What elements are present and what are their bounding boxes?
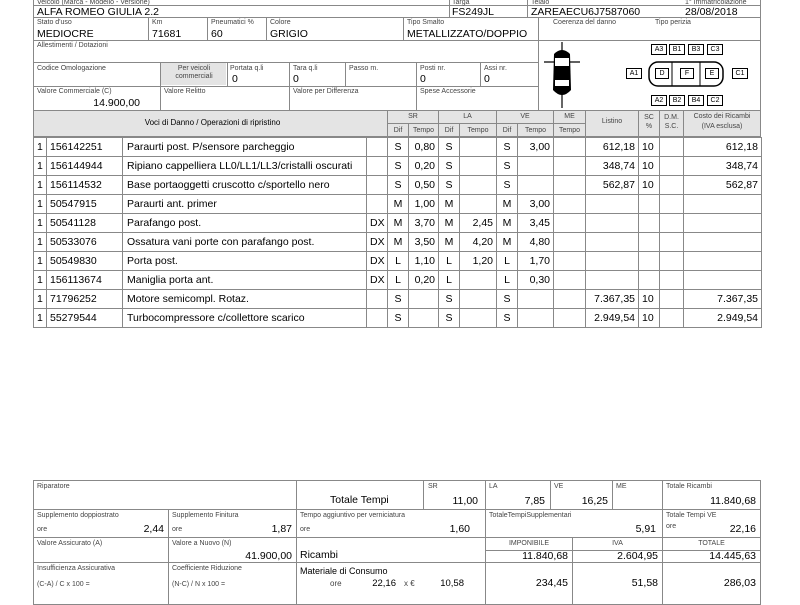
cell-lad: M [439, 195, 460, 214]
cell-vet [518, 290, 554, 309]
cell-vet: 3,00 [518, 195, 554, 214]
parts-total: 11.840,68 [710, 495, 756, 507]
cell-qty: 1 [34, 252, 47, 271]
cell-side: DX [367, 214, 388, 233]
color-label: Colore [270, 19, 291, 26]
zone-tag: E [705, 68, 719, 79]
cell-code: 50547915 [47, 195, 123, 214]
cell-ved: S [497, 138, 518, 157]
homologation-label: Codice Omologazione [37, 65, 106, 72]
consumables-rate: 10,58 [440, 578, 464, 589]
zone-tag: F [680, 68, 694, 79]
cell-lat [460, 157, 497, 176]
zone-tag: D [655, 68, 669, 79]
cell-side [367, 309, 388, 328]
zone-tag: C1 [732, 68, 748, 79]
cell-srd: L [388, 252, 409, 271]
consumables-imponibile: 234,45 [535, 577, 568, 589]
cell-lad: S [439, 157, 460, 176]
ore-label: ore [666, 523, 677, 530]
accessory-label: Spese Accessorie [420, 88, 476, 95]
insufficiency-formula: (C-A) / C x 100 = [37, 581, 90, 588]
cell-met [554, 309, 586, 328]
iva-header: (IVA esclusa) [701, 123, 743, 130]
listino-header: Listino [601, 118, 623, 125]
cell-code: 156142251 [47, 138, 123, 157]
desc-header: Voci di Danno / Operazioni di ripristino [144, 118, 281, 127]
chassis-label: Telaio [531, 0, 550, 6]
commercial-label: Per veicoli commerciali [175, 65, 213, 80]
cell-code: 156114532 [47, 176, 123, 195]
cell-met [554, 138, 586, 157]
zone-tag: B2 [669, 95, 685, 106]
cell-qty: 1 [34, 290, 47, 309]
commercial-value: 14.900,00 [93, 97, 140, 109]
table-row [34, 195, 762, 214]
cell-vet: 3,45 [518, 214, 554, 233]
supp-finitura-label: Supplemento Finitura [172, 512, 239, 519]
table-row [34, 214, 762, 233]
cell-lad: S [439, 138, 460, 157]
sr-header: SR [408, 113, 418, 120]
cell-cost: 562,87 [684, 176, 762, 195]
cell-cost: 2.949,54 [684, 309, 762, 328]
cell-dm [660, 252, 684, 271]
reduction-label: Coefficiente Riduzione [172, 565, 242, 572]
difference-label: Valore per Differenza [293, 88, 359, 95]
table-row [34, 271, 762, 290]
sc-header: SC [644, 114, 654, 121]
la-total: 7,85 [524, 495, 545, 507]
cell-side: DX [367, 252, 388, 271]
supp-doppio: 2,44 [143, 523, 164, 535]
cell-ved: S [497, 290, 518, 309]
total-supp: 5,91 [635, 523, 656, 535]
payload-value: 0 [232, 73, 238, 85]
cell-code: 71796252 [47, 290, 123, 309]
cell-code: 156113674 [47, 271, 123, 290]
me-total-label: ME [616, 483, 627, 490]
cell-vet: 0,30 [518, 271, 554, 290]
cell-sc: 10 [639, 309, 660, 328]
cell-met [554, 271, 586, 290]
commercial-value-label: Valore Commerciale (C) [37, 88, 112, 95]
cell-price [586, 214, 639, 233]
cell-cost [684, 271, 762, 290]
axles-value: 0 [484, 73, 490, 85]
cell-srd: S [388, 138, 409, 157]
paint-label: Tipo Smalto [407, 19, 445, 26]
cell-desc: Motore semicompl. Rotaz. [123, 290, 367, 309]
cell-vet [518, 157, 554, 176]
vehicle-paint: METALLIZZATO/DOPPIO [407, 28, 528, 40]
cell-srd: M [388, 214, 409, 233]
la-header: LA [463, 113, 472, 120]
cell-ved: L [497, 271, 518, 290]
insufficiency-label: Insufficienza Assicurativa [37, 565, 116, 572]
repairer-label: Riparatore [37, 483, 70, 490]
cell-lat [460, 176, 497, 195]
cell-lat: 2,45 [460, 214, 497, 233]
cell-sc [639, 214, 660, 233]
supp-finitura: 1,87 [271, 523, 292, 535]
cell-ved: S [497, 157, 518, 176]
cell-price [586, 195, 639, 214]
table-row [34, 138, 762, 157]
cell-qty: 1 [34, 309, 47, 328]
cell-srt [409, 290, 439, 309]
cell-vet: 3,00 [518, 138, 554, 157]
cell-srt: 3,50 [409, 233, 439, 252]
cell-dm [660, 233, 684, 252]
cell-lat [460, 271, 497, 290]
cell-lad: S [439, 176, 460, 195]
cell-side: DX [367, 271, 388, 290]
ve-header: VE [520, 113, 530, 120]
cell-ved: L [497, 252, 518, 271]
plate-label: Targa [452, 0, 470, 6]
consumables-ore-label: ore [330, 579, 342, 588]
cell-code: 50533076 [47, 233, 123, 252]
cell-price [586, 271, 639, 290]
cell-sc: 10 [639, 176, 660, 195]
cell-code: 50549830 [47, 252, 123, 271]
cell-side [367, 157, 388, 176]
items-table [33, 137, 762, 328]
cell-qty: 1 [34, 214, 47, 233]
cell-met [554, 233, 586, 252]
ricambi-iva: 2.604,95 [617, 550, 658, 562]
cell-vet: 1,70 [518, 252, 554, 271]
new-value: 41.900,00 [245, 550, 292, 562]
cell-ved: M [497, 233, 518, 252]
sr-dif-header: Dif [393, 127, 403, 134]
me-header: ME [564, 113, 575, 120]
cell-price: 562,87 [586, 176, 639, 195]
zone-tag: A3 [651, 44, 667, 55]
consumables-iva: 51,58 [631, 577, 658, 589]
sr-total-label: SR [428, 483, 438, 490]
sc2-header: S.C. [664, 123, 679, 130]
cell-dm [660, 290, 684, 309]
tare-value: 0 [293, 73, 299, 85]
cell-sc: 10 [639, 138, 660, 157]
cell-qty: 1 [34, 157, 47, 176]
cell-srt [409, 309, 439, 328]
ve-total: 16,25 [581, 495, 608, 507]
cell-qty: 1 [34, 271, 47, 290]
cell-dm [660, 157, 684, 176]
cell-qty: 1 [34, 138, 47, 157]
extra-time-label: Tempo aggiuntivo per verniciatura [300, 512, 406, 519]
cell-srt: 1,10 [409, 252, 439, 271]
cell-srd: M [388, 195, 409, 214]
zone-tag: B4 [688, 95, 704, 106]
cell-sc: 10 [639, 157, 660, 176]
ricambi-imponibile: 11.840,68 [522, 550, 568, 562]
cell-desc: Ripiano cappelliera LL0/LL1/LL3/cristalli oscurati [123, 157, 367, 176]
cell-vet [518, 309, 554, 328]
cell-cost: 7.367,35 [684, 290, 762, 309]
cell-met [554, 290, 586, 309]
cell-lad: L [439, 271, 460, 290]
cell-side [367, 290, 388, 309]
cell-lad: M [439, 214, 460, 233]
cell-ved: S [497, 309, 518, 328]
seats-label: Posti nr. [420, 65, 446, 72]
cell-price [586, 252, 639, 271]
cell-side [367, 195, 388, 214]
consumables-multiplier: x € [404, 579, 415, 588]
cell-lat [460, 195, 497, 214]
cell-srt: 1,00 [409, 195, 439, 214]
cell-lat: 1,20 [460, 252, 497, 271]
cell-srt: 0,80 [409, 138, 439, 157]
cell-srd: S [388, 309, 409, 328]
cell-vet [518, 176, 554, 195]
vehicle-model: ALFA ROMEO GIULIA 2.2 [37, 6, 159, 18]
cell-met [554, 176, 586, 195]
table-row [34, 176, 762, 195]
vehicle-tyres: 60 [211, 28, 223, 40]
totale-label: TOTALE [698, 540, 725, 547]
cell-desc: Ossatura vani porte con parafango post. [123, 233, 367, 252]
insured-label: Valore Assicurato (A) [37, 540, 103, 547]
total-supp-label: TotaleTempiSupplementari [489, 512, 572, 519]
cell-dm [660, 214, 684, 233]
imponibile-label: IMPONIBILE [508, 540, 550, 547]
la-total-label: LA [489, 483, 498, 490]
cell-srd: S [388, 176, 409, 195]
sr-total: 11,00 [452, 495, 478, 507]
cell-cost: 348,74 [684, 157, 762, 176]
cell-srt: 3,70 [409, 214, 439, 233]
reduction-formula: (N-C) / N x 100 = [172, 581, 226, 588]
survey-type-label: Tipo perizia [655, 19, 691, 26]
vehicle-chassis: ZAREAECU6J7587060 [531, 6, 641, 18]
vehicle-km: 71681 [152, 28, 182, 40]
me-time-header: Tempo [558, 127, 580, 134]
cell-dm [660, 138, 684, 157]
table-row [34, 157, 762, 176]
ricambi-label: Ricambi [300, 549, 338, 561]
cell-lat [460, 290, 497, 309]
cell-side [367, 138, 388, 157]
cell-desc: Parafango post. [123, 214, 367, 233]
consumables-totale: 286,03 [723, 577, 756, 589]
seats-value: 0 [420, 73, 426, 85]
cell-ved: M [497, 195, 518, 214]
zone-tag: C3 [707, 44, 723, 55]
cell-srd: M [388, 233, 409, 252]
la-dif-header: Dif [444, 127, 454, 134]
table-row [34, 290, 762, 309]
cell-price: 7.367,35 [586, 290, 639, 309]
supp-doppio-label: Supplemento doppiostrato [37, 512, 119, 519]
cell-price: 612,18 [586, 138, 639, 157]
cell-desc: Maniglia porta ant. [123, 271, 367, 290]
cell-sc [639, 233, 660, 252]
total-ve: 22,16 [729, 523, 756, 535]
zone-tag: B1 [669, 44, 685, 55]
cell-srt: 0,20 [409, 157, 439, 176]
cell-sc: 10 [639, 290, 660, 309]
table-row [34, 309, 762, 328]
cell-dm [660, 309, 684, 328]
cell-code: 156144944 [47, 157, 123, 176]
cell-cost: 612,18 [684, 138, 762, 157]
cell-srt: 0,50 [409, 176, 439, 195]
vehicle-color: GRIGIO [270, 28, 308, 40]
equipment-label: Allestimenti / Dotazioni [37, 42, 108, 49]
cell-desc: Paraurti post. P/sensore parcheggio [123, 138, 367, 157]
cell-desc: Paraurti ant. primer [123, 195, 367, 214]
cell-ved: M [497, 214, 518, 233]
cell-lad: M [439, 233, 460, 252]
state-label: Stato d'uso [37, 19, 72, 26]
ricambi-totale: 14.445,63 [709, 550, 756, 562]
cell-dm [660, 195, 684, 214]
cell-sc [639, 271, 660, 290]
ore-label: ore [37, 526, 48, 533]
cell-lat [460, 138, 497, 157]
vehicle-state: MEDIOCRE [37, 28, 94, 40]
registration-label: 1° Immatricolazione [685, 0, 747, 6]
vehicle-plate: FS249JL [452, 6, 495, 18]
cell-code: 55279544 [47, 309, 123, 328]
total-ve-label: Totale Tempi VE [666, 512, 717, 519]
ve-time-header: Tempo [524, 127, 546, 134]
cell-desc: Porta post. [123, 252, 367, 271]
cell-srd: S [388, 290, 409, 309]
cell-cost [684, 195, 762, 214]
cell-lad: L [439, 252, 460, 271]
sr-time-header: Tempo [412, 127, 434, 134]
zone-tag: A2 [651, 95, 667, 106]
la-time-header: Tempo [467, 127, 489, 134]
consumables-label: Materiale di Consumo [300, 566, 388, 576]
step-label: Passo m. [349, 65, 379, 72]
cell-lad: S [439, 309, 460, 328]
total-times-label: Totale Tempi [330, 494, 389, 506]
ve-dif-header: Dif [502, 127, 512, 134]
cell-dm [660, 271, 684, 290]
cell-met [554, 252, 586, 271]
zone-tag: A1 [626, 68, 642, 79]
cell-lat [460, 309, 497, 328]
cell-sc [639, 195, 660, 214]
zone-tag: B3 [688, 44, 704, 55]
cell-price [586, 233, 639, 252]
cell-srd: L [388, 271, 409, 290]
km-label: Km [152, 19, 163, 26]
cell-cost [684, 214, 762, 233]
consumables-hours: 22,16 [372, 578, 396, 589]
coherence-label: Coerenza del danno [553, 19, 617, 26]
cell-price: 348,74 [586, 157, 639, 176]
cell-cost [684, 252, 762, 271]
pct-header: % [645, 123, 653, 130]
cell-sc [639, 252, 660, 271]
cell-qty: 1 [34, 233, 47, 252]
cell-qty: 1 [34, 195, 47, 214]
cost-header: Costo dei Ricambi [693, 113, 751, 120]
extra-time: 1,60 [449, 523, 470, 535]
cell-lad: S [439, 290, 460, 309]
dm-header: D.M. [664, 114, 679, 121]
table-row [34, 252, 762, 271]
cell-met [554, 157, 586, 176]
cell-ved: S [497, 176, 518, 195]
cell-cost [684, 233, 762, 252]
zone-tag: C2 [707, 95, 723, 106]
payload-label: Portata q.li [230, 65, 264, 72]
cell-price: 2.949,54 [586, 309, 639, 328]
tyres-label: Pneumatici % [211, 19, 254, 26]
cell-dm [660, 176, 684, 195]
iva-label: IVA [612, 540, 623, 547]
new-value-label: Valore a Nuovo (N) [172, 540, 232, 547]
cell-qty: 1 [34, 176, 47, 195]
ore-label: ore [300, 526, 311, 533]
residual-label: Valore Relitto [164, 88, 206, 95]
cell-met [554, 195, 586, 214]
ore-label: ore [172, 526, 183, 533]
ve-total-label: VE [554, 483, 564, 490]
table-row [34, 233, 762, 252]
parts-total-label: Totale Ricambi [666, 483, 712, 490]
tare-label: Tara q.li [293, 65, 318, 72]
axles-label: Assi nr. [484, 65, 507, 72]
car-silhouette-icon [542, 40, 582, 110]
registration-date: 28/08/2018 [685, 6, 738, 18]
cell-srt: 0,20 [409, 271, 439, 290]
cell-side: DX [367, 233, 388, 252]
cell-desc: Turbocompressore c/collettore scarico [123, 309, 367, 328]
cell-desc: Base portaoggetti cruscotto c/sportello nero [123, 176, 367, 195]
cell-vet: 4,80 [518, 233, 554, 252]
cell-code: 50541128 [47, 214, 123, 233]
model-label: Veicolo (Marca - Modello - Versione) [37, 0, 150, 6]
cell-srd: S [388, 157, 409, 176]
cell-lat: 4,20 [460, 233, 497, 252]
cell-side [367, 176, 388, 195]
cell-met [554, 214, 586, 233]
